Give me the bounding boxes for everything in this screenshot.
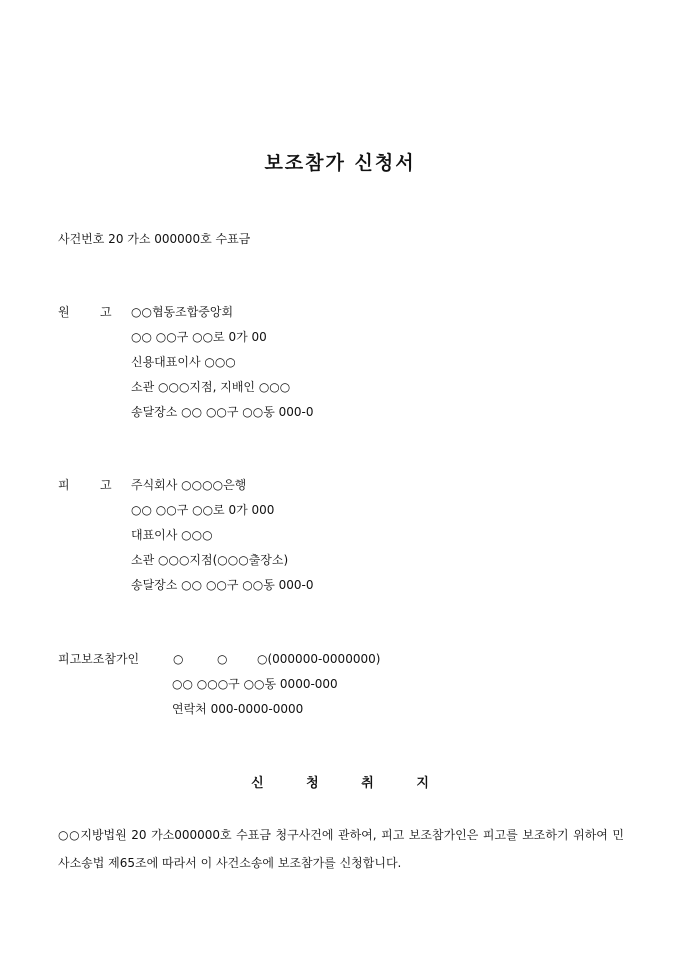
intervenor-name-id: ○(000000-0000000) bbox=[257, 652, 381, 666]
purpose-body: ○○지방법원 20 가소000000호 수표금 청구사건에 관하여, 피고 보조참가인은 피고를 보조하기 위하여 민사소송법 제65조에 따라서 이 사건소송에 보조참가를 신청합니다. bbox=[58, 828, 624, 870]
intervenor-address: ○○ ○○○구 ○○동 0000-000 bbox=[172, 677, 338, 691]
plaintiff-branch: 소관 ○○○지점, 지배인 ○○○ bbox=[131, 380, 291, 394]
intervenor-name-char-2: ○ bbox=[217, 652, 228, 666]
defendant-representative: 대표이사 ○○○ bbox=[131, 528, 213, 542]
document-title: 보조참가 신청서 bbox=[264, 152, 416, 174]
purpose-heading-char: 지 bbox=[416, 776, 429, 791]
defendant-branch: 소관 ○○○지점(○○○출장소) bbox=[131, 553, 289, 567]
defendant-name: 주식회사 ○○○○은행 bbox=[131, 478, 247, 492]
intervenor-name-char-1: ○ bbox=[173, 652, 184, 666]
defendant-address: ○○ ○○구 ○○로 0가 000 bbox=[131, 503, 275, 517]
plaintiff-service-address: 송달장소 ○○ ○○구 ○○동 000-0 bbox=[131, 405, 314, 419]
defendant-label-char-1: 피 bbox=[58, 478, 70, 492]
defendant-service-address: 송달장소 ○○ ○○구 ○○동 000-0 bbox=[131, 578, 314, 592]
plaintiff-label-char-1: 원 bbox=[58, 305, 70, 319]
plaintiff-representative: 신용대표이사 ○○○ bbox=[131, 355, 236, 369]
case-number-line: 사건번호 20 가소 000000호 수표금 bbox=[58, 232, 251, 246]
defendant-label-char-2: 고 bbox=[100, 478, 112, 492]
intervenor-label: 피고보조참가인 bbox=[58, 652, 140, 666]
plaintiff-label-char-2: 고 bbox=[100, 305, 112, 319]
purpose-heading bbox=[0, 772, 680, 791]
purpose-heading-char: 청 bbox=[306, 776, 319, 791]
purpose-heading-char: 신 bbox=[251, 776, 264, 791]
intervenor-contact: 연락처 000-0000-0000 bbox=[172, 702, 304, 716]
purpose-heading-char: 취 bbox=[361, 776, 374, 791]
plaintiff-name: ○○협동조합중앙회 bbox=[131, 305, 234, 319]
plaintiff-address: ○○ ○○구 ○○로 0가 00 bbox=[131, 330, 267, 344]
